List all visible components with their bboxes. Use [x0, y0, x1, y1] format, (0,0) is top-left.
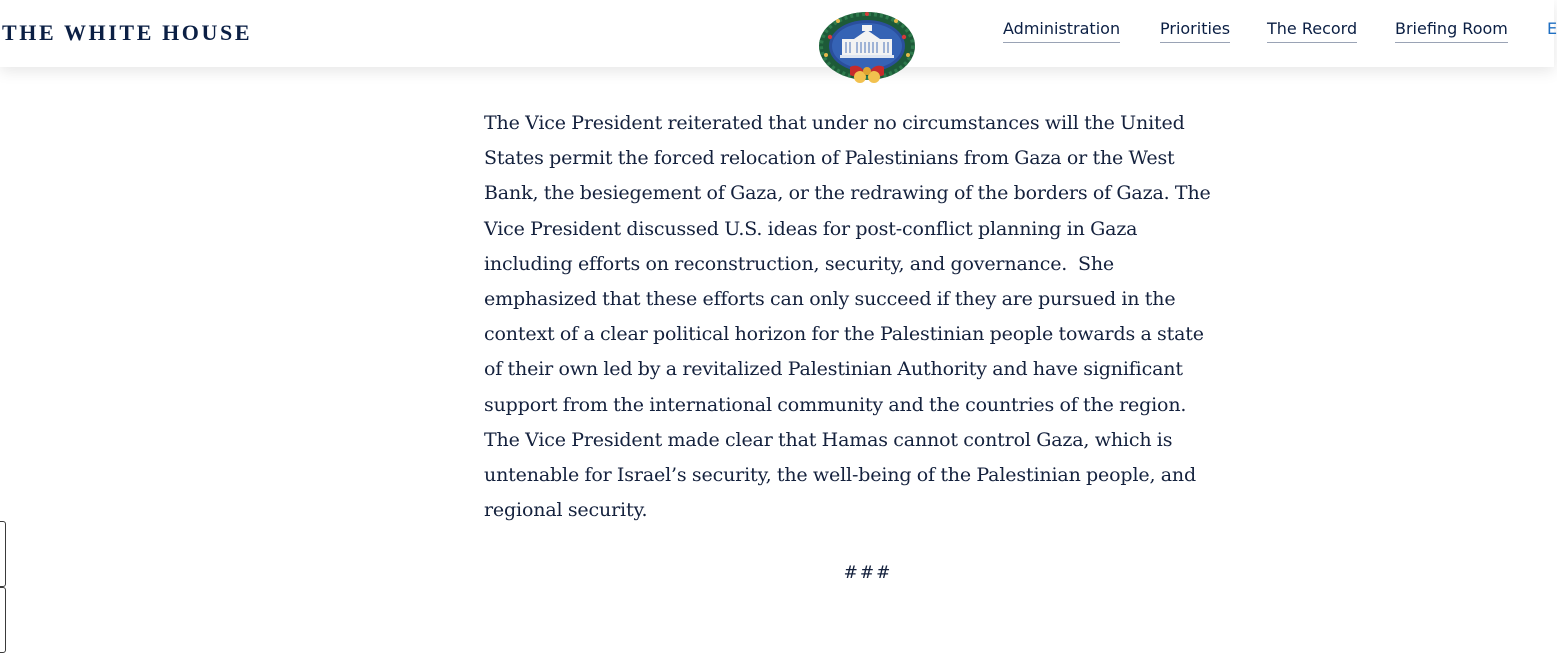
wreath-seal-graphic	[816, 9, 918, 89]
paragraph-line: of their own led by a revitalized Palestinian Authority and have significant	[484, 358, 1183, 381]
side-floating-tab-lower[interactable]	[0, 587, 6, 653]
side-floating-tab-upper[interactable]	[0, 521, 6, 587]
paragraph-line: Bank, the besiegement of Gaza, or the redrawing of the borders of Gaza. The	[484, 182, 1211, 205]
nav-link-priorities[interactable]: Priorities	[1160, 17, 1230, 43]
paragraph-line: untenable for Israel’s security, the well-being of the Palestinian people, and	[484, 464, 1197, 487]
paragraph-line: support from the international community and the countries of the region.	[484, 393, 1187, 416]
paragraph-line: emphasized that these efforts can only succeed if they are pursued in the	[484, 288, 1176, 311]
site-header	[0, 0, 1557, 67]
paragraph-line: Vice President discussed U.S. ideas for post-conflict planning in Gaza	[484, 217, 1138, 240]
paragraph-line: States permit the forced relocation of Palestinians from Gaza or the West	[484, 147, 1175, 170]
white-house-seal-icon[interactable]	[816, 9, 918, 89]
nav-link-truncated[interactable]: E	[1547, 19, 1557, 38]
paragraph-line: The Vice President reiterated that under no circumstances will the United	[484, 112, 1185, 134]
paragraph-line: including efforts on reconstruction, security, and governance. She	[484, 252, 1115, 275]
end-of-release-mark: ###	[843, 563, 893, 583]
article-body	[484, 106, 1244, 528]
nav-link-the-record[interactable]: The Record	[1267, 17, 1357, 43]
article-paragraph	[484, 106, 1244, 528]
site-title-link[interactable]: THE WHITE HOUSE	[2, 20, 253, 45]
paragraph-line: context of a clear political horizon for the Palestinian people towards a state	[484, 323, 1204, 346]
paragraph-line: The Vice President made clear that Hamas cannot control Gaza, which is	[484, 428, 1173, 451]
paragraph-line: regional security.	[484, 499, 648, 522]
nav-link-administration[interactable]: Administration	[1003, 17, 1120, 43]
nav-link-briefing-room[interactable]: Briefing Room	[1395, 17, 1508, 43]
